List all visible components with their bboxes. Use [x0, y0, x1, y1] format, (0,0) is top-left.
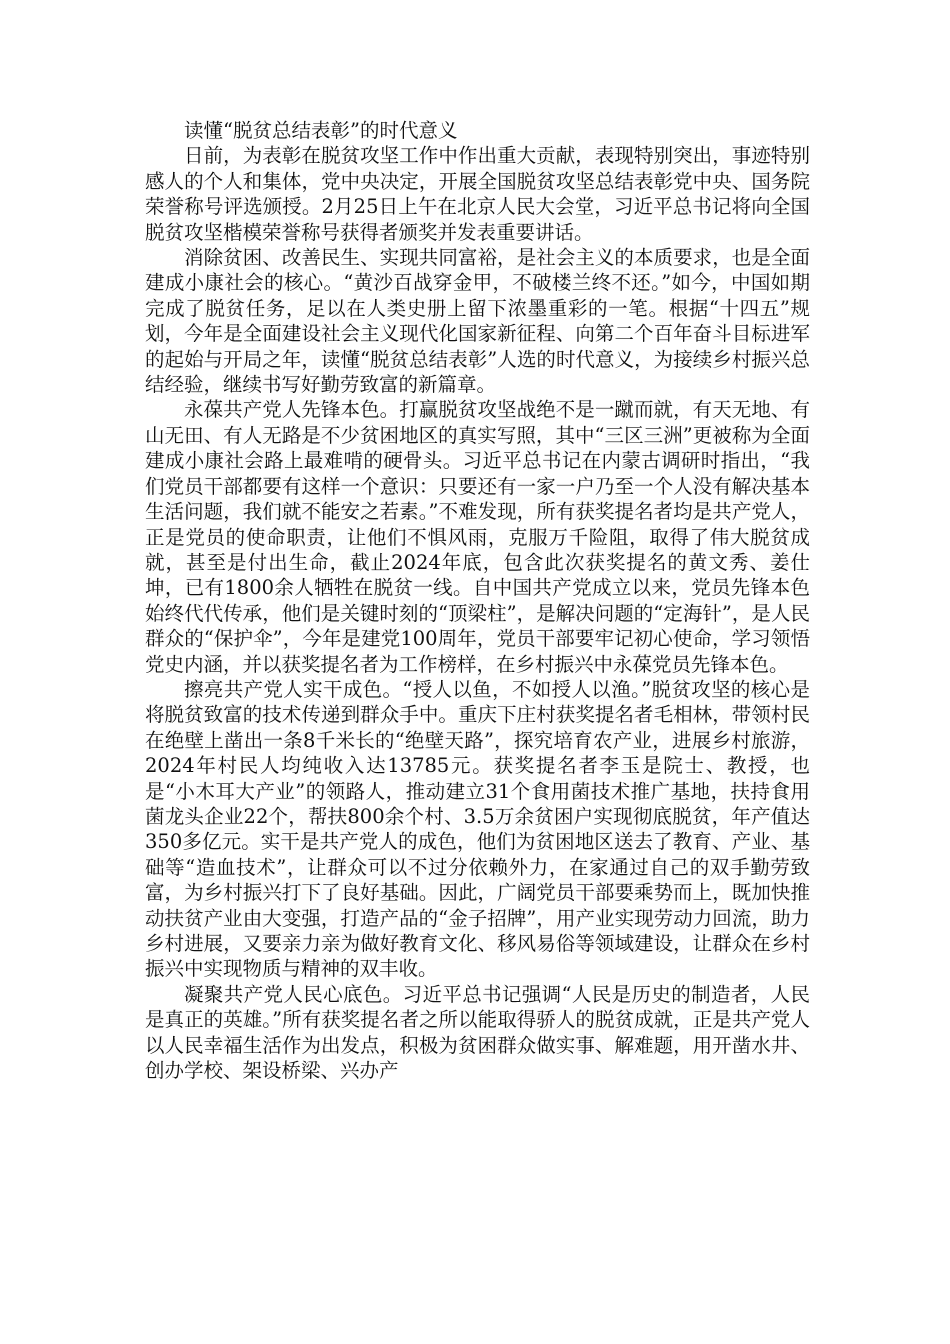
article-title: 读懂“脱贫总结表彰”的时代意义	[184, 119, 458, 142]
paragraph-practical: 擦亮共产党人实干成色。“授人以鱼，不如授人以渔。”脱贫攻坚的核心是将脱贫致富的技术传递到群众手中。重庆下庄村获奖提名者毛相林，带领村民在绝壁上凿出一条8千米长的“绝壁天路”，探究培育农产业，进展乡村旅游，2024年村民人均纯收入达13785元。获奖提名者李玉是院士、教授，也是“小木耳大产业”的领路人，推动建立31个食用菌技术推广基地，扶持食用菌龙头企业22个，帮扶800余个村、3.5万余贫困户实现彻底脱贫，年产值达350多亿元。实干是共产党人的成色，他们为贫困地区送去了教育、产业、基础等“造血技术”，让群众可以不过分依赖外力，在家通过自己的双手勤劳致富，为乡村振兴打下了良好基础。因此，广阔党员干部要乘势而上，既加快推动扶贫产业由大变强，打造产品的“金子招牌”，用产业实现劳动力回流，助力乡村进展，又要亲力亲为做好教育文化、移风易俗等领域建设，让群众在乡村振兴中实现物质与精神的双丰收。	[145, 677, 810, 981]
paragraph-intro: 日前，为表彰在脱贫攻坚工作中作出重大贡献，表现特别突出，事迹特别感人的个人和集体，党中央决定，开展全国脱贫攻坚总结表彰党中央、国务院荣誉称号评选颁授。2月25日上午在北京人民大会堂，习近平总书记将向全国脱贫攻坚楷模荣誉称号获得者颁奖并发表重要讲话。	[145, 144, 810, 244]
paragraph-significance: 消除贫困、改善民生、实现共同富裕，是社会主义的本质要求，也是全面建成小康社会的核心。“黄沙百战穿金甲，不破楼兰终不还。”如今，中国如期完成了脱贫任务，足以在人类史册上留下浓墨重彩的一笔。根据“十四五”规划，今年是全面建设社会主义现代化国家新征程、向第二个百年奋斗目标进军的起始与开局之年，读懂“脱贫总结表彰”人选的时代意义，为接续乡村振兴总结经验，继续书写好勤劳致富的新篇章。	[145, 246, 810, 397]
article-body	[145, 118, 810, 1083]
paragraph-vanguard: 永葆共产党人先锋本色。打赢脱贫攻坚战绝不是一蹴而就，有天无地、有山无田、有人无路是不少贫困地区的真实写照，其中“三区三洲”更被称为全面建成小康社会路上最难啃的硬骨头。习近平总书记在内蒙古调研时指出，“我们党员干部都要有这样一个意识：只要还有一家一户乃至一个人没有解决基本生活问题，我们就不能安之若素。”不难发现，所有获奖提名者均是共产党人，正是党员的使命职责，让他们不惧风雨，克服万千险阻，取得了伟大脱贫成就，甚至是付出生命，截止2024年底，包含此次获奖提名的黄文秀、姜仕坤，已有1800余人牺牲在脱贫一线。自中国共产党成立以来，党员先锋本色始终代代传承，他们是关键时刻的“顶梁柱”，是解决问题的“定海针”，是人民群众的“保护伞”，今年是建党100周年，党员干部要牢记初心使命，学习领悟党史内涵，并以获奖提名者为工作榜样，在乡村振兴中永葆党员先锋本色。	[145, 398, 810, 676]
paragraph-people: 凝聚共产党人民心底色。习近平总书记强调“人民是历史的制造者，人民是真正的英雄。”所有获奖提名者之所以能取得骄人的脱贫成就，正是共产党人以人民幸福生活作为出发点，积极为贫困群众做实事、解难题，用开凿水井、创办学校、架设桥梁、兴办产	[145, 982, 810, 1083]
